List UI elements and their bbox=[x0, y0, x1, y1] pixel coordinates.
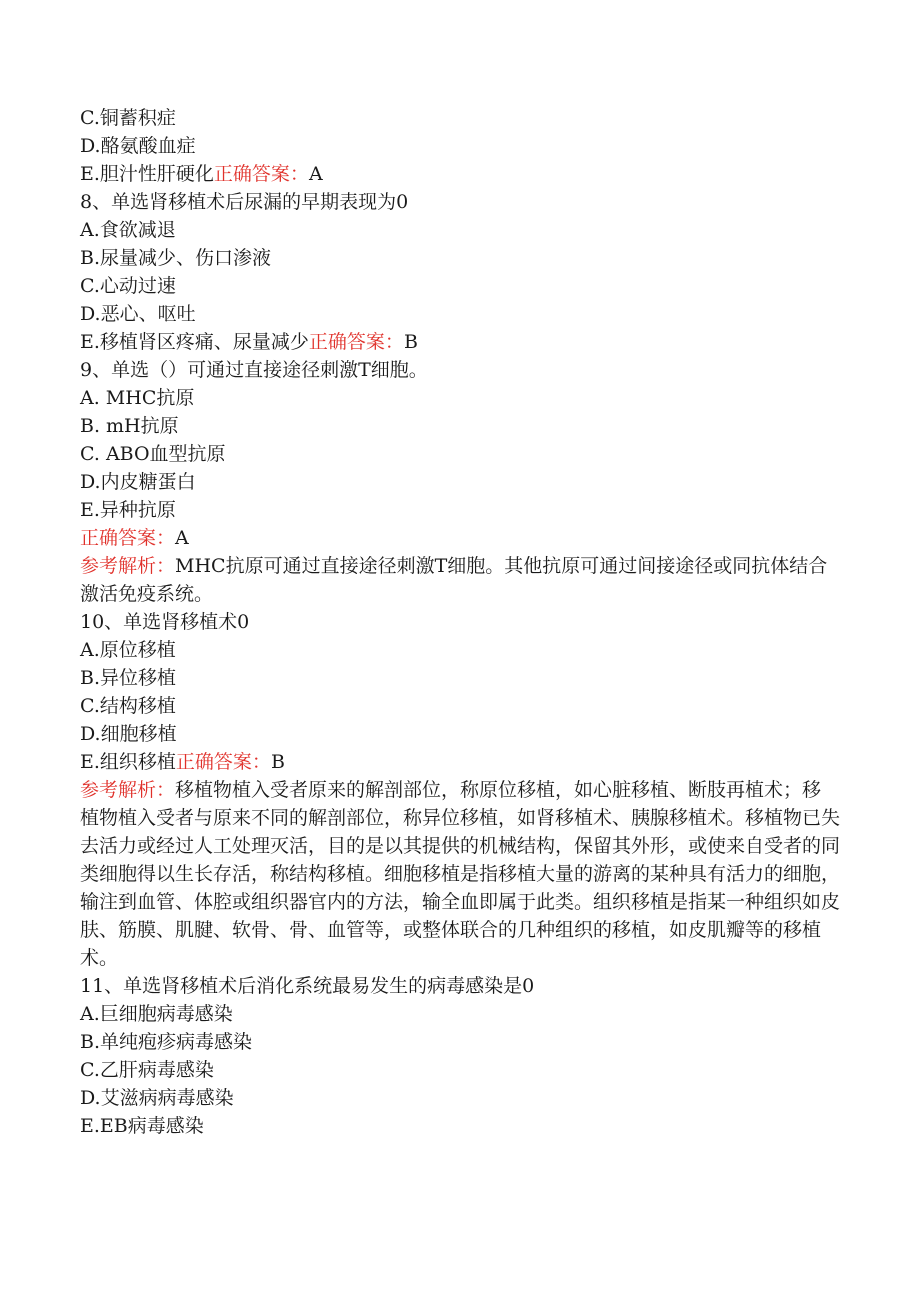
option-e-text: E.胆汁性肝硬化 bbox=[80, 163, 214, 185]
answer-value: B bbox=[403, 331, 418, 353]
option-b: B.异位移植 bbox=[80, 667, 177, 689]
option-a: A.食欲减退 bbox=[80, 219, 176, 241]
option-d: D.内皮糖蛋白 bbox=[80, 471, 196, 493]
option-d: D.恶心、呕吐 bbox=[80, 303, 196, 325]
answer-label: 正确答案： bbox=[213, 163, 309, 185]
exam-page bbox=[80, 104, 840, 1140]
question-title: 11、单选肾移植术后消化系统最易发生的病毒感染是0 bbox=[80, 975, 535, 997]
question-title: 10、单选肾移植术0 bbox=[80, 611, 250, 633]
option-c: C.结构移植 bbox=[80, 695, 176, 717]
answer-label: 正确答案： bbox=[308, 331, 404, 353]
option-e bbox=[80, 748, 840, 776]
option-d: D.艾滋病病毒感染 bbox=[80, 1087, 234, 1109]
answer-line bbox=[80, 524, 840, 552]
option-e bbox=[80, 160, 840, 188]
analysis-label: 参考解析： bbox=[80, 555, 176, 577]
answer-value: A bbox=[308, 163, 323, 185]
option-c: C.铜蓄积症 bbox=[80, 107, 176, 129]
option-a: A.原位移植 bbox=[80, 639, 176, 661]
option-b: B.单纯疱疹病毒感染 bbox=[80, 1031, 253, 1053]
answer-label: 正确答案： bbox=[175, 751, 271, 773]
answer-value: A bbox=[175, 527, 189, 549]
option-e: E.异种抗原 bbox=[80, 499, 176, 521]
analysis-label: 参考解析： bbox=[80, 779, 176, 801]
question-title: 8、单选肾移植术后尿漏的早期表现为0 bbox=[80, 191, 409, 213]
option-d: D.酪氨酸血症 bbox=[80, 135, 196, 157]
option-e-text: E.移植肾区疼痛、尿量减少 bbox=[80, 331, 309, 353]
option-a: A.巨细胞病毒感染 bbox=[80, 1003, 233, 1025]
analysis-text: 移植物植入受者原来的解剖部位，称原位移植，如心脏移植、断肢再植术；移植物植入受者与原来不同的解剖部位，称异位移植，如肾移植术、胰腺移植术。移植物已失去活力或经过人工处理灭活，目的是以其提供的机械结构，保留其外形，或使来自受者的同类细胞得以生长存活，称结构移植。细胞移植是指移植大量的游离的某种具有活力的细胞，输注到血管、体腔或组织器官内的方法，输全血即属于此类。组织移植是指某一种组织如皮肤、筋膜、肌腱、软骨、骨、血管等，或整体联合的几种组织的移植，如皮肌瓣等的移植术。 bbox=[80, 779, 841, 969]
option-a: A. MHC抗原 bbox=[80, 387, 195, 409]
analysis bbox=[80, 776, 840, 972]
answer-value: B bbox=[270, 751, 285, 773]
option-c: C. ABO血型抗原 bbox=[80, 443, 226, 465]
answer-label: 正确答案： bbox=[80, 527, 176, 549]
option-e: E.EB病毒感染 bbox=[80, 1115, 204, 1137]
analysis-text: MHC抗原可通过直接途径刺激T细胞。其他抗原可通过间接途径或同抗体结合激活免疫系统。 bbox=[80, 555, 828, 605]
option-e-text: E.组织移植 bbox=[80, 751, 176, 773]
analysis bbox=[80, 552, 840, 608]
option-b: B.尿量减少、伤口渗液 bbox=[80, 247, 272, 269]
option-b: B. mH抗原 bbox=[80, 415, 179, 437]
option-c: C.心动过速 bbox=[80, 275, 176, 297]
option-e bbox=[80, 328, 840, 356]
option-c: C.乙肝病毒感染 bbox=[80, 1059, 214, 1081]
question-title: 9、单选（）可通过直接途径刺激T细胞。 bbox=[80, 359, 428, 381]
option-d: D.细胞移植 bbox=[80, 723, 177, 745]
